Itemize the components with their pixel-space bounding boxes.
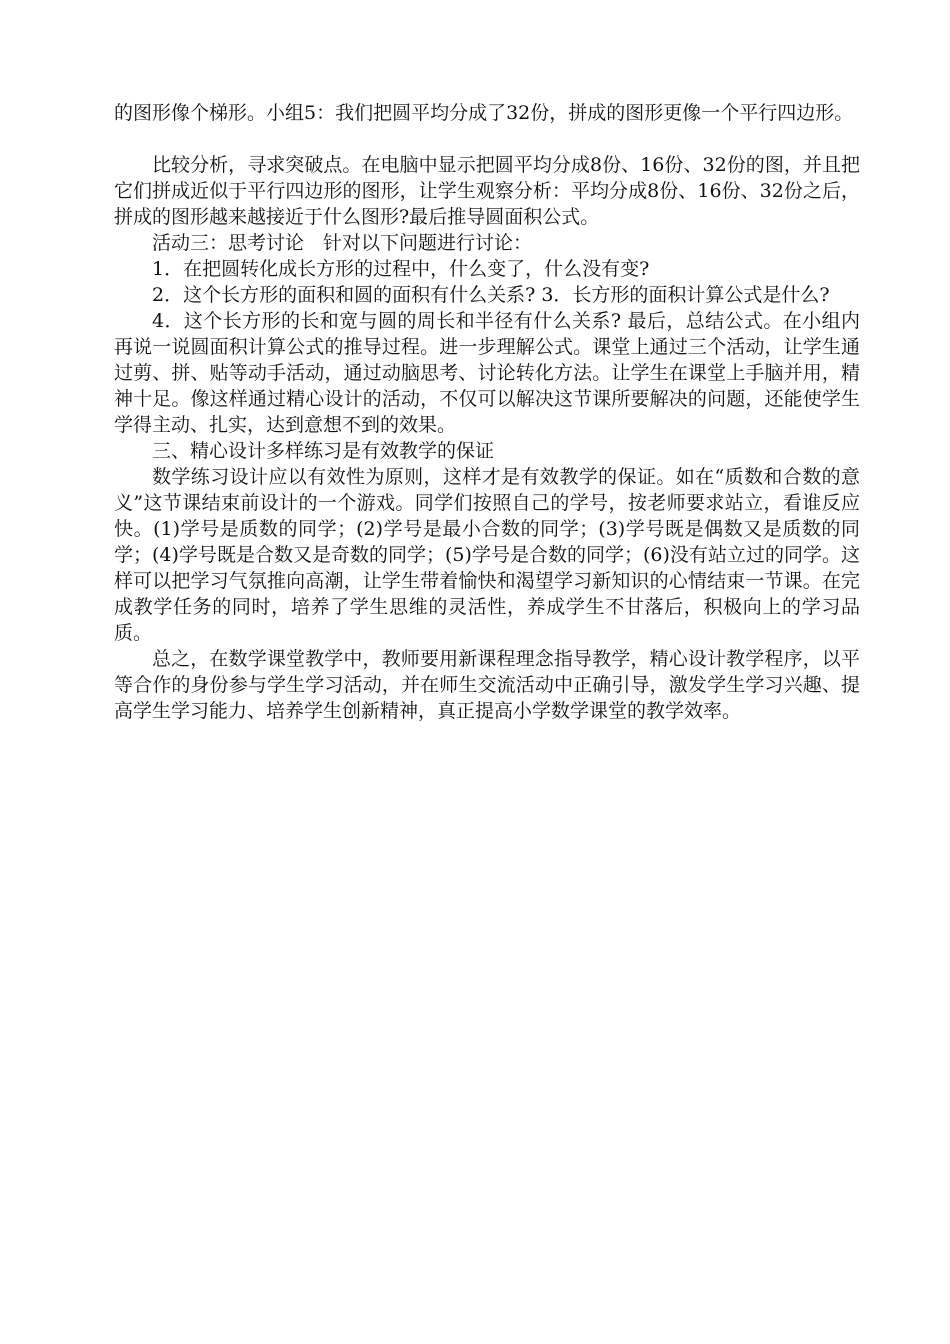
document-page [114, 100, 860, 724]
paragraph-activity-three: 活动三：思考讨论 针对以下问题进行讨论： [152, 232, 533, 254]
paragraph-question-1: 1．在把圆转化成长方形的过程中，什么变了，什么没有变? [152, 258, 650, 280]
section-heading-three: 三、精心设计多样练习是有效教学的保证 [152, 440, 495, 462]
paragraph-continuation: 的图形像个梯形。小组5：我们把圆平均分成了32份，拼成的图形更像一个平行四边形。 [114, 102, 854, 124]
paragraph-practice-design: 数学练习设计应以有效性为原则，这样才是有效教学的保证。如在“质数和合数的意义”这节课结束前设计的一个游戏。同学们按照自己的学号，按老师要求站立，看谁反应快。(1)学号是质数的同学；(2)学号是最小合数的同学；(3)学号既是偶数又是质数的同学；(4)学号既是合数又是奇数的同学；(5)学号是合数的同学；(6)没有站立过的同学。这样可以把学习气氛推向高潮，让学生带着愉快和渴望学习新知识的心情结束一节课。在完成教学任务的同时，培养了学生思维的灵活性，养成学生不甘落后，积极向上的学习品质。 [114, 466, 860, 644]
paragraph-question-4-summary: 4．这个长方形的长和宽与圆的周长和半径有什么关系? 最后，总结公式。在小组内再说一说圆面积计算公式的推导过程。进一步理解公式。课堂上通过三个活动，让学生通过剪、拼、贴等动手活动，通过动脑思考、讨论转化方法。让学生在课堂上手脑并用，精神十足。像这样通过精心设计的活动，不仅可以解决这节课所要解决的问题，还能使学生学得主动、扎实，达到意想不到的效果。 [114, 310, 860, 436]
paragraph-comparative-analysis: 比较分析，寻求突破点。在电脑中显示把圆平均分成8份、16份、32份的图，并且把它们拼成近似于平行四边形的图形，让学生观察分析：平均分成8份、16份、32份之后，拼成的图形越来越接近于什么图形?最后推导圆面积公式。 [114, 154, 860, 228]
paragraph-conclusion: 总之，在数学课堂教学中，教师要用新课程理念指导教学，精心设计教学程序，以平等合作的身份参与学生学习活动，并在师生交流活动中正确引导，激发学生学习兴趣、提高学生学习能力、培养学生创新精神，真正提高小学数学课堂的教学效率。 [114, 648, 860, 722]
paragraph-question-2-3: 2．这个长方形的面积和圆的面积有什么关系? 3．长方形的面积计算公式是什么? [152, 284, 830, 306]
